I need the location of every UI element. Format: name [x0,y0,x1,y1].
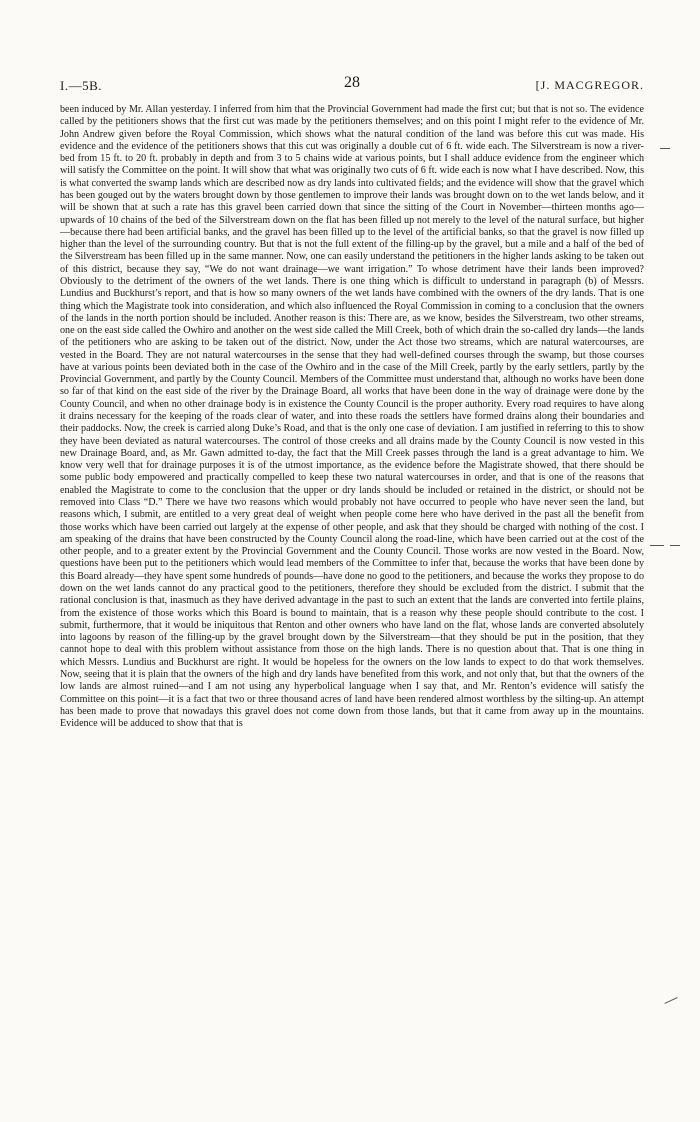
page-header [60,74,644,96]
margin-mark [664,997,677,1004]
body-paragraph: been induced by Mr. Allan yesterday. I inferred from him that the Provincial Government had made the first cut; but that is not so. The evidence called by the petitioners shows that the first cut was made by the petitioners themselves; and on this point I might refer to the evidence of Mr. John Andrew given before the Royal Commission, which shows what the natural condition of the land was before this cut was made. His evidence and the evidence of the petitioners shows that this cut was originally a double cut of 6 ft. wide each. The Silverstream is now a river-bed from 15 ft. to 20 ft. probably in depth and from 3 to 5 chains wide at various points, but I shall adduce evidence from the engineer which will satisfy the Committee on the point. It will show that what was originally two cuts of 6 ft. wide each is now what I have described. Now, this is what converted the swamp lands which are described now as dry lands into cultivated fields; and the evidence will show that the gravel which has been gouged out by the waters brought down by those gentlemen to improve their lands was brought down on to the wet lands below, and it will be shown that at such a rate has this gravel been carried down that since the sitting of the Court in November—thirteen months ago—upwards of 10 chains of the bed of the Silverstream down on the flat has been filled up not merely to the level of the natural surface, but higher—because there had been artificial banks, and the gravel has been filled up to the level of the artificial banks, so that the gravel is now filled up higher than the level of the surrounding country. But that is not the full extent of the filling-up by the gravel, but a mile and a half of the bed of the Silverstream has been filled up in the same manner. Now, one can easily understand the petitioners in the higher lands asking to be taken out of this district, because they say, “We do not want drainage—we want irrigation.” To whose detriment have their lands been improved? Obviously to the detriment of the owners of the wet lands. There is one thing which is difficult to understand in paragraph (b) of Messrs. Lundius and Buckhurst’s report, and that is how so many owners of the wet lands have combined with the owners of the dry lands. That is one thing which the Magistrate took into consideration, and which also influenced the Royal Commission in coming to a conclusion that the owners of the lands in the north portion should be included. Another reason is this: There are, as we know, besides the Silverstream, two other streams, one on the east side called the Owhiro and another on the west side called the Mill Creek, both of which drain the so-called dry lands—the lands of the petitioners who are asking to be taken out of the district. Now, under the Act those two streams, which are natural watercourses, are vested in the Board. They are not natural watercourses in the sense that they had well-defined courses through the swamp, but those courses have at various points been deviated both in the case of the Owhiro and in the case of the Mill Creek, partly by the early settlers, partly by the Provincial Government, and partly by the County Council. Members of the Committee must understand that, although no works have been done so far of that kind on the east side of the river by the Drainage Board, all works that have been done in the way of drainage were done by the County Council, and when no other drainage body is in existence the County Council is the proper authority. Every road requires to have along it drains necessary for the keeping of the roads clear of water, and into these roads the settlers have formed drains along their boundaries and their paddocks. Now, the creek is carried along Duke’s Road, and that is the only one case of deviation. I am justified in referring to this to show they have been deviated as natural watercourses. The control of those creeks and all drains made by the County Council is now vested in this new Drainage Board, and, as Mr. Gawn admitted to-day, the fact that the Mill Creek passes through the land is a great advantage to him. We know very well that for drainage purposes it is of the utmost importance, as the evidence before the Magistrate showed, that there should be some public body empowered and practically compelled to keep these two natural watercourses in order, and that is one of the reasons that enabled the Magistrate to come to the conclusion that the upper or dry lands should be included or retained in the district, or should not be removed into Class “D.” There we have two reasons which would probably not have occurred to people who have never seen the land, but reasons which, I submit, are entitled to a very great deal of weight when people come here who have derived in the past all the benefit from those works which have been carried out largely at the expense of other people, and ask that they should be charged with nothing of the cost. I am speaking of the drains that have been constructed by the County Council along the road-line, which have been carried out at the cost of the other people, and to a greater extent by the Provincial Government and the County Council. Those works are now vested in the Board. Now, questions have been put to the petitioners which would lead members of the Committee to infer that, because the works that have been done by this Board already—they have spent some hundreds of pounds—have done no good to the petitioners, and because the works they propose to do down on the wet lands cannot do any practical good to the petitioners, therefore they should be excluded from the district. I submit that the rational conclusion is that, inasmuch as they have derived advantage in the past to such an extent that the lands are converted into fertile plains, from the existence of those works which this Board is bound to maintain, that is a reason why these people should contribute to the cost. I submit, furthermore, that it would be iniquitous that Renton and other owners who have land on the flat, whose lands are converted absolutely into lagoons by reason of the filling-up by the gravel brought down by the Silverstream—that they should be put in the position, that they cannot hope to deal with this problem without assistance from those on the high lands. There is no question about that. That is one thing in which Messrs. Lundius and Buckhurst are right. It would be hopeless for the owners on the low lands to expect to do that work themselves. Now, seeing that it is plain that the owners of the high and dry lands have benefited from this work, and not only that, but that the owners of the low lands are almost ruined—and I am not using any hyperbolical language when I say that, and Mr. Renton’s evidence will satisfy the Committee on this point—it is a fact that two or three thousand acres of land have been rendered almost worthless by the silting-up. An attempt has been made to prove that nowadays this gravel does not come down from those lands, but that it came from away up in the mountains. Evidence will be adduced to show that that is [60,104,644,730]
margin-mark [650,545,664,546]
page-number: 28 [344,74,360,91]
paper-reference: I.—5B. [60,78,102,93]
margin-mark [660,148,670,149]
speaker-name: [J. MACGREGOR. [535,78,644,92]
margin-mark [670,545,680,546]
